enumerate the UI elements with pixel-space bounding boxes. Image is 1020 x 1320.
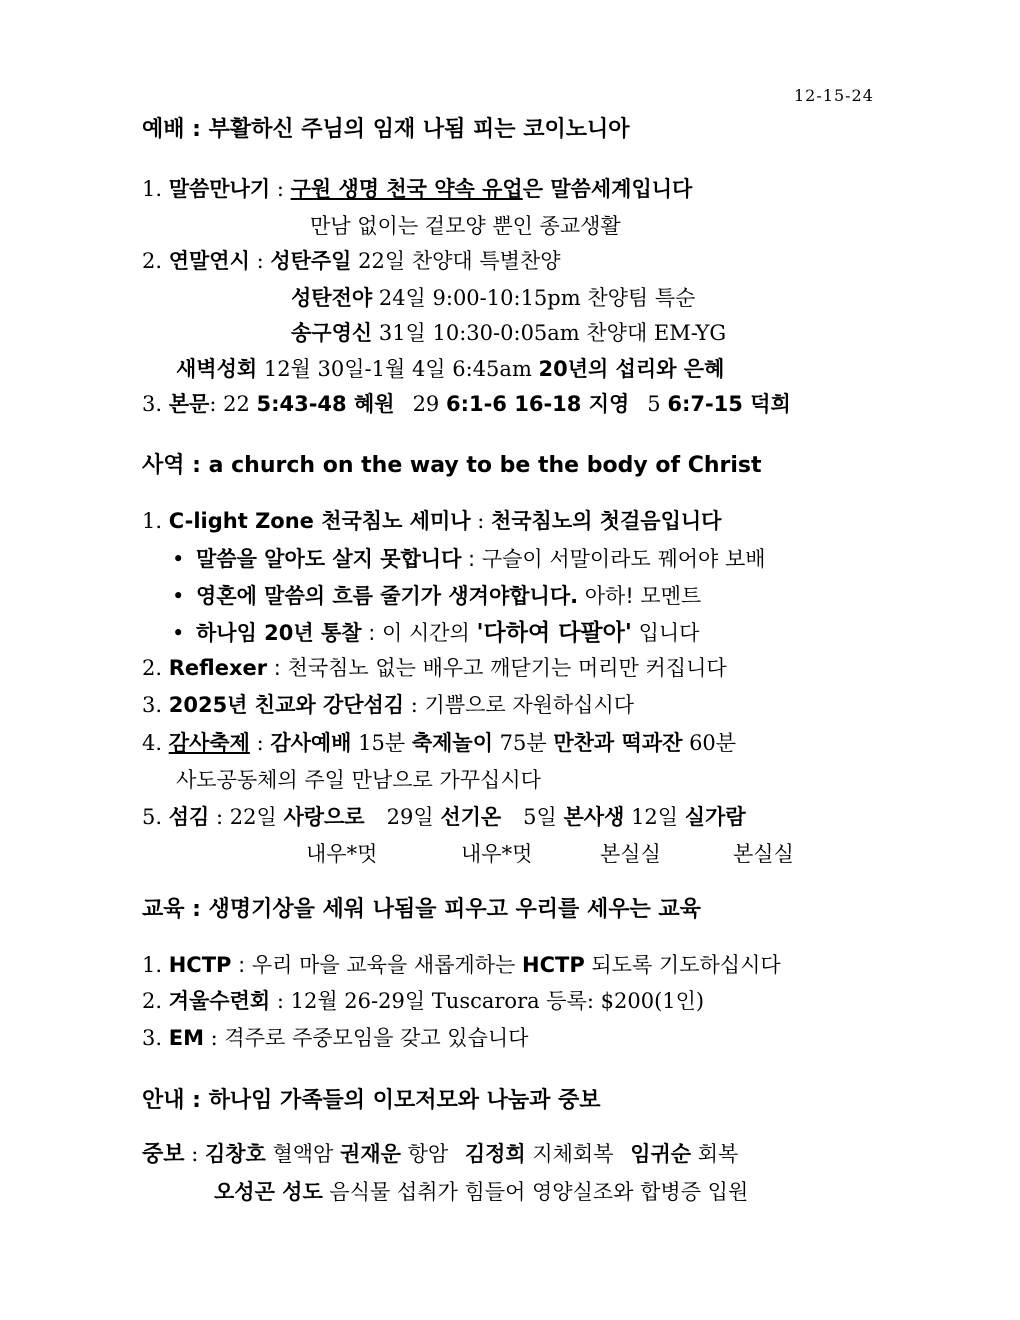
worship-item-1-sub: 만남 없이는 겉모양 뿐인 종교생활	[310, 214, 621, 238]
education-item-1	[142, 951, 781, 979]
text-ref: 6:7-15	[667, 392, 743, 416]
text-ref: 5:43-48	[256, 392, 347, 416]
schedule-place: 내우*멋	[461, 842, 533, 866]
separator: :	[209, 805, 230, 829]
bullet-mark: •	[172, 621, 185, 645]
schedule-team: 선기온	[440, 805, 502, 829]
item-number: 1.	[142, 177, 163, 201]
bullet-rest: 구슬이 서말이라도 꿰어야 보배	[481, 547, 766, 571]
dawn-detail: 12월 30일-1월 4일 6:45am	[257, 357, 539, 381]
prayer-name: 임귀순	[630, 1142, 692, 1166]
bullet-bold: 영혼에 말씀의 흐름 줄기가 생겨야합니다.	[196, 584, 579, 608]
bullet-mark: •	[172, 547, 185, 571]
item-rest: 12월 26-29일 Tuscarora 등록: $200(1인)	[290, 989, 705, 1013]
item-number: 3.	[142, 1026, 163, 1050]
item-rest: 기쁨으로 자원하십시다	[424, 693, 635, 717]
ministry-item-1	[142, 507, 721, 535]
bullet-rest: 아하! 모멘트	[578, 584, 702, 608]
worship-event-new-year	[291, 319, 726, 347]
ministry-heading: 사역 : a church on the way to be the body of Christ	[142, 453, 762, 478]
prayer-label: 중보	[142, 1142, 185, 1167]
ministry-item-5	[142, 803, 746, 831]
bullet-bold: 하나임 20년 통찰	[196, 621, 362, 645]
prayer-need: 항암	[400, 1142, 455, 1166]
separator: :	[361, 621, 382, 645]
item-number: 3.	[142, 693, 163, 717]
notice-heading: 안내 : 하나임 가족들의 이모저모와 나눔과 중보	[142, 1088, 601, 1113]
item-bold: HCTP	[522, 953, 585, 977]
event-detail: 22일 찬양대 특별찬양	[351, 249, 561, 273]
text-reader: 덕희	[742, 392, 791, 416]
item-label: EM	[168, 1026, 204, 1050]
schedule-team: 실가람	[684, 805, 746, 829]
event-name: 성탄주일	[270, 249, 352, 273]
prayer-line-2	[214, 1178, 748, 1206]
part-detail: 60분	[682, 731, 737, 755]
schedule-date: 22일	[229, 805, 277, 829]
highlight-phrase: '다하여 다팔아'	[476, 620, 632, 646]
separator: :	[404, 693, 425, 717]
ministry-bullet-1	[172, 545, 766, 573]
item-label: 섬김	[168, 805, 210, 829]
part-name: 만찬과 떡과잔	[553, 731, 683, 755]
event-detail: 31일 10:30-0:05am 찬양대 EM-YG	[372, 321, 727, 345]
worship-heading: 예배 : 부활하신 주님의 임재 나됨 피는 코이노니아	[142, 117, 630, 142]
item-number: 2.	[142, 656, 163, 680]
worship-dawn-service	[176, 355, 724, 383]
separator: :	[270, 989, 291, 1013]
event-name: 성탄전야	[291, 286, 373, 310]
item-label: 연말연시	[168, 249, 250, 273]
ministry-item-2	[142, 654, 727, 682]
schedule-date: 12일	[631, 805, 679, 829]
dawn-theme: 20년의 섭리와 은혜	[538, 357, 725, 381]
item-number: 4.	[142, 731, 163, 755]
item-rest: 천국침노 없는 배우고 깨닫기는 머리만 커집니다	[287, 656, 727, 680]
schedule-place: 본실실	[600, 842, 661, 866]
schedule-team: 본사생	[563, 805, 625, 829]
ministry-item-3	[142, 691, 634, 719]
schedule-date: 29일	[386, 805, 434, 829]
part-name: 축제놀이	[411, 731, 493, 755]
bullet-mark: •	[172, 584, 185, 608]
prayer-line-1	[142, 1140, 738, 1169]
ministry-bullet-2	[172, 582, 701, 610]
part-detail: 15분	[351, 731, 412, 755]
item-label: 본문	[168, 392, 210, 416]
schedule-place: 본실실	[733, 842, 794, 866]
worship-item-2	[142, 247, 561, 275]
event-detail: 24일 9:00-10:15pm 찬양팀 특순	[372, 286, 696, 310]
item-rest: 은 말씀세계입니다	[522, 177, 693, 201]
part-detail: 75분	[493, 731, 554, 755]
item-number: 1.	[142, 509, 163, 533]
separator: :	[461, 547, 482, 571]
item-number: 1.	[142, 953, 163, 977]
ministry-item-4-sub: 사도공동체의 주일 만남으로 가꾸십시다	[176, 768, 541, 792]
separator: :	[270, 177, 291, 201]
prayer-need: 회복	[691, 1142, 739, 1166]
ministry-item-4	[142, 729, 736, 757]
separator: :	[231, 953, 252, 977]
item-number: 2.	[142, 249, 163, 273]
prayer-name: 오성곤 성도	[214, 1180, 323, 1204]
item-label: 말씀만나기	[168, 177, 271, 201]
schedule-date: 5일	[523, 805, 557, 829]
education-heading: 교육 : 생명기상을 세워 나됨을 피우고 우리를 세우는 교육	[142, 897, 701, 922]
prayer-name: 김창호	[204, 1142, 266, 1166]
item-label: 2025년 친교와 강단섬김	[168, 693, 405, 717]
text-reader: 지영	[581, 392, 630, 416]
text-date: 29	[412, 392, 446, 416]
item-label: 감사축제	[168, 731, 250, 755]
underlined-phrase: 구원 생명 천국 약속 유업	[290, 177, 523, 201]
item-label: C-light Zone 천국침노 세미나	[168, 509, 471, 533]
bullet-bold: 말씀을 알아도 살지 못합니다	[196, 547, 462, 571]
education-item-2	[142, 987, 704, 1015]
bullet-post: 입니다	[631, 621, 700, 645]
separator: :	[249, 731, 271, 755]
item-rest-2: 되도록 기도하십시다	[584, 953, 781, 977]
text-ref: 6:1-6 16-18	[445, 392, 582, 416]
item-number: 3.	[142, 392, 163, 416]
prayer-need: 음식물 섭취가 힘들어 영양실조와 합병증 입원	[322, 1180, 749, 1204]
text-reader: 혜원	[346, 392, 395, 416]
dawn-label: 새벽성회	[176, 357, 258, 381]
separator: :	[203, 1026, 225, 1050]
item-rest: 격주로 주중모임을 갖고 있습니다	[224, 1026, 529, 1050]
separator: :	[267, 656, 288, 680]
item-rest: 우리 마을 교육을 새롭게하는	[251, 953, 523, 977]
item-number: 5.	[142, 805, 163, 829]
prayer-name: 김정희	[464, 1142, 526, 1166]
prayer-need: 혈액암	[265, 1142, 341, 1166]
text-date: 22	[223, 392, 257, 416]
separator: :	[249, 249, 271, 273]
prayer-need: 지체회복	[525, 1142, 621, 1166]
worship-item-3	[142, 390, 791, 418]
part-name: 감사예배	[270, 731, 352, 755]
item-rest: 천국침노의 첫걸음입니다	[490, 509, 722, 533]
text-date: 5	[647, 392, 668, 416]
separator: :	[209, 392, 224, 416]
separator: :	[184, 1142, 205, 1166]
item-label: Reflexer	[168, 656, 268, 680]
schedule-team: 사랑으로	[283, 805, 365, 829]
item-label: 겨울수련회	[168, 989, 271, 1013]
bullet-pre: 이 시간의	[382, 621, 477, 645]
event-name: 송구영신	[291, 321, 373, 345]
prayer-name: 권재운	[340, 1142, 401, 1166]
bulletin-date: 12-15-24	[794, 86, 874, 105]
item-number: 2.	[142, 989, 163, 1013]
worship-event-christmas-eve	[291, 284, 695, 312]
item-label: HCTP	[168, 953, 232, 977]
worship-item-1	[142, 175, 692, 203]
schedule-place: 내우*멋	[306, 842, 378, 866]
separator: :	[470, 509, 491, 533]
ministry-bullet-3	[172, 619, 699, 647]
education-item-3	[142, 1024, 528, 1052]
